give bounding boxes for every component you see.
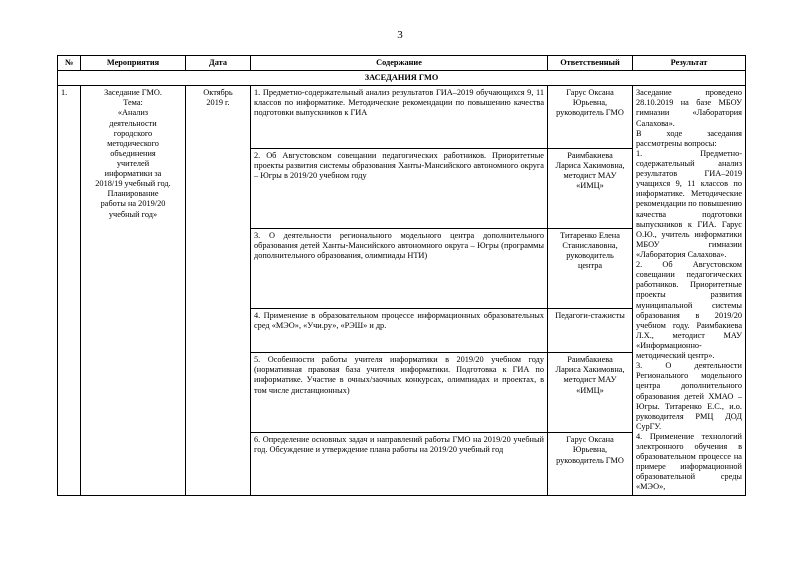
responsible-line: центра <box>577 260 603 270</box>
responsible-item <box>548 353 633 433</box>
result-paragraph: 1. Предметно-содержательный анализ результатов ГИА–2019 учащихся 9, 11 классов по информатике. Методические рекомендации по повышению качества подготовки выпускников к ГИА. Гарус О.Ю., учитель информатики МБОУ гимназии «Лаборатория Салахова». <box>636 148 742 259</box>
responsible-line: методист МАУ <box>563 170 617 180</box>
header-event: Мероприятия <box>81 56 186 71</box>
event-line: деятельности <box>109 118 157 128</box>
row-date <box>186 86 251 495</box>
result-paragraph: 3. О деятельности Регионального модельного центра дополнительного образования детей ХМАО – Югры. Титаренко Е.С., и.о. руководителя РМЦ ДОД СурГУ. <box>636 361 742 431</box>
content-item: 5. Особенности работы учителя информатики в 2019/20 учебном году (нормативная правовая база учителя информатики. Подготовка к ГИА по информатике. Участие в очных/заочных конкурсах, олимпиадах и проектах, в том числе дистанционных) <box>251 353 548 433</box>
responsible-line: Юрьевна, <box>572 98 608 108</box>
event-line: учителей <box>116 158 150 168</box>
responsible-item <box>548 86 633 148</box>
responsible-line: руководитель ГМО <box>556 455 624 465</box>
header-content: Содержание <box>251 56 548 71</box>
content-item: 4. Применение в образовательном процессе информационных образовательных сред «МЭО», «Учи.ру», «РЭШ» и др. <box>251 308 548 352</box>
row-event <box>81 86 186 495</box>
responsible-line: Станиславовна, <box>562 240 618 250</box>
row-result <box>633 86 746 495</box>
responsible-line: Лариса Хакимовна, <box>555 160 625 170</box>
event-line: Тема: <box>123 98 143 108</box>
row-number: 1. <box>58 86 81 495</box>
date-line: Октябрь <box>203 88 233 98</box>
event-line: «Анализ <box>117 108 149 118</box>
event-line: объединения <box>110 148 156 158</box>
content-item: 3. О деятельности регионального модельного центра дополнительного образования детей Ханты-Мансийского автономного округа – Югры (программы дополнительного образования, олимпиады НТИ) <box>251 228 548 308</box>
header-result: Результат <box>633 56 746 71</box>
responsible-line: Гарус Оксана <box>566 435 614 445</box>
content-item: 2. Об Августовском совещании педагогических работников. Приоритетные проекты развития системы образования Ханты-Мансийского автономного округа – Югры в 2019/20 учебном году <box>251 148 548 228</box>
page-number: 3 <box>397 29 403 41</box>
event-line: Заседание ГМО. <box>104 88 162 98</box>
table-row <box>58 86 746 148</box>
header-responsible: Ответственный <box>548 56 633 71</box>
result-paragraph: Заседание проведено 28.10.2019 на базе МБОУ гимназии «Лаборатория Салахова». <box>636 88 742 128</box>
table-header-row <box>58 56 746 71</box>
content-item: 6. Определение основных задач и направлений работы ГМО на 2019/20 учебный год. Обсуждение и утверждение плана работы на 2019/20 учебный год <box>251 433 548 495</box>
event-line: методического <box>107 138 159 148</box>
header-date: Дата <box>186 56 251 71</box>
responsible-line: Титаренко Елена <box>560 230 620 240</box>
responsible-line: «ИМЦ» <box>576 385 604 395</box>
responsible-line: Гарус Оксана <box>566 88 614 98</box>
responsible-line: Юрьевна, <box>572 445 608 455</box>
event-line: городского <box>113 128 153 138</box>
responsible-line: методист МАУ <box>563 375 617 385</box>
responsible-item <box>548 433 633 495</box>
content-item: 1. Предметно-содержательный анализ результатов ГИА–2019 обучающихся 9, 11 классов по информатике. Методические рекомендации по повышению качества подготовки выпускников к ГИА <box>251 86 548 148</box>
result-paragraph: 4. Применение технологий электронного обучения в образовательном процессе на примере информационной образовательной среды «МЭО», <box>636 431 742 492</box>
responsible-line: Раимбакиева <box>567 150 613 160</box>
responsible-item <box>548 148 633 228</box>
responsible-line: «ИМЦ» <box>576 180 604 190</box>
section-banner: ЗАСЕДАНИЯ ГМО <box>58 71 746 86</box>
result-paragraph: В ходе заседания рассмотрены вопросы: <box>636 128 742 148</box>
schedule-table <box>57 55 746 496</box>
responsible-line: руководитель <box>566 250 614 260</box>
event-line: 2018/19 учебный год. <box>95 179 171 189</box>
responsible-item <box>548 308 633 352</box>
section-banner-row <box>58 71 746 86</box>
responsible-line: руководитель ГМО <box>556 108 624 118</box>
result-paragraph: 2. Об Августовском совещании педагогических работников. Приоритетные проекты развития муниципальной системы образования в 2019/20 учебном году. Раимбакиева Л.Х., методист МАУ «Информационно-методический центр». <box>636 260 742 361</box>
responsible-item <box>548 228 633 308</box>
responsible-line: Лариса Хакимовна, <box>555 365 625 375</box>
header-number: № <box>58 56 81 71</box>
event-line: информатики за <box>104 169 162 179</box>
responsible-line: Раимбакиева <box>567 355 613 365</box>
date-line: 2019 г. <box>206 98 230 108</box>
event-line: работы на 2019/20 <box>100 199 166 209</box>
responsible-line: Педагоги-стажисты <box>555 310 625 320</box>
event-line: учебный год» <box>108 209 158 219</box>
event-line: Планирование <box>107 189 159 199</box>
